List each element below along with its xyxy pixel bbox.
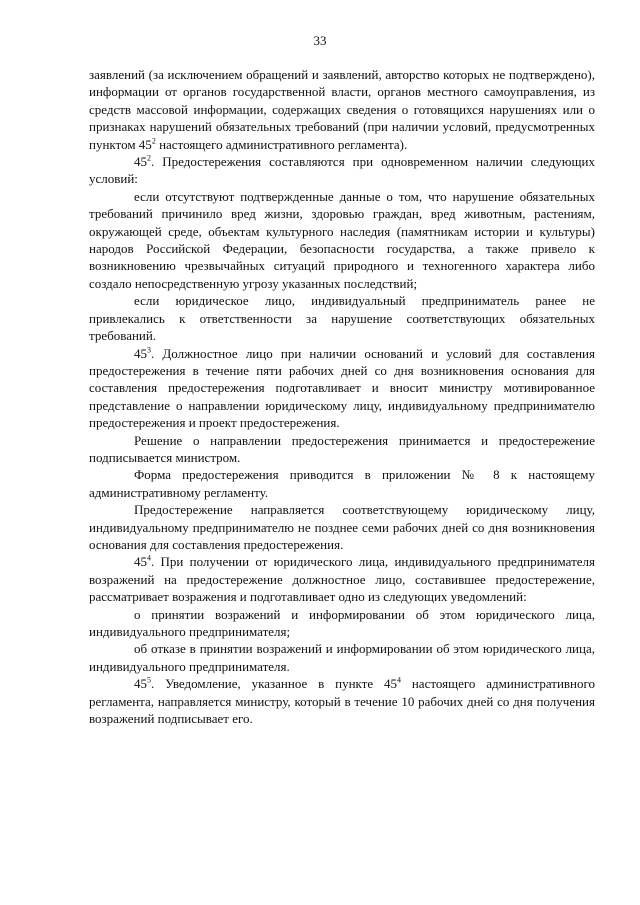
document-body [89,66,595,727]
decision-paragraph: Решение о направлении предостережения принимается и предостережение подписывается министром. [89,432,595,465]
delivery-paragraph: Предостережение направляется соответствующему юридическому лицу, индивидуальному предпринимателю не позднее семи рабочих дней со дня возникновения основания для составления предостережения. [89,502,595,552]
superscript: 2 [151,136,156,146]
paragraph-tail: настоящего административного регламента). [155,136,408,152]
condition-item: если отсутствуют подтвержденные данные о том, что нарушение обязательных требований причинило вред жизни, здоровью граждан, вред животным, растениям, окружающей среде, объектам культурного наследия (памятникам истории и культуры) народов Российской Федерации, безопасности государства, а также привело к возникновению чрезвычайных ситуаций природного и техногенного характера либо создало непосредственную угрозу указанных последствий; [89,188,595,291]
paragraph-text: . Уведомление, указанное в пункте 45 [151,676,397,692]
clause-number: 45 [134,676,147,692]
paragraph-text: . Предостережения составляются при одновременном наличии следующих условий: [89,154,595,187]
clause-superscript: 5 [147,675,151,685]
paragraph-text: . При получении от юридического лица, индивидуального предпринимателя возражений на предостережение должностное лицо, составившее предостережение, рассматривает возражения и подготавливает одно из следующих уведомлений: [89,554,595,605]
notification-option: о принятии возражений и информировании об этом юридического лица, индивидуального предпринимателя; [89,606,595,639]
clause-number: 45 [134,554,147,570]
clause-45-3 [89,345,595,432]
clause-number: 45 [134,154,147,170]
paragraph-text: . Должностное лицо при наличии оснований и условий для составления предостережения в течение пяти рабочих дней со дня возникновения основания для составления предостережения подготавливает и вносит министру мотивированное представление о направлении юридическому лицу, индивидуальному предпринимателю предостережения и проект предостережения. [89,345,595,431]
clause-superscript: 3 [147,345,151,355]
clause-number: 45 [134,345,147,361]
reference-superscript: 4 [397,675,401,685]
clause-45-4 [89,553,595,605]
form-paragraph: Форма предостережения приводится в приложении № 8 к настоящему административному регламенту. [89,467,595,500]
clause-superscript: 2 [147,153,151,163]
paragraph-text: заявлений (за исключением обращений и заявлений, авторство которых не подтверждено), информации от органов государственной власти, органов местного самоуправления, из средств массовой информации, содержащих сведения о готовящихся нарушениях или о признаках нарушений обязательных требований (при наличии условий, предусмотренных пунктом 45 [89,67,595,152]
paragraph-tail: настоящего административного регламента, направляется министру, который в течение 10 рабочих дней со дня получения возражений подписывает его. [89,676,596,727]
clause-45-2 [89,153,595,188]
page-number: 33 [313,33,327,48]
paragraph-continuation [89,66,595,153]
clause-superscript: 4 [147,554,151,564]
condition-item: если юридическое лицо, индивидуальный предприниматель ранее не привлекались к ответственности за нарушение соответствующих обязательных требований. [89,293,595,344]
clause-45-5 [89,675,595,727]
notification-option: об отказе в принятии возражений и информировании об этом юридического лица, индивидуального предпринимателя. [89,641,595,674]
